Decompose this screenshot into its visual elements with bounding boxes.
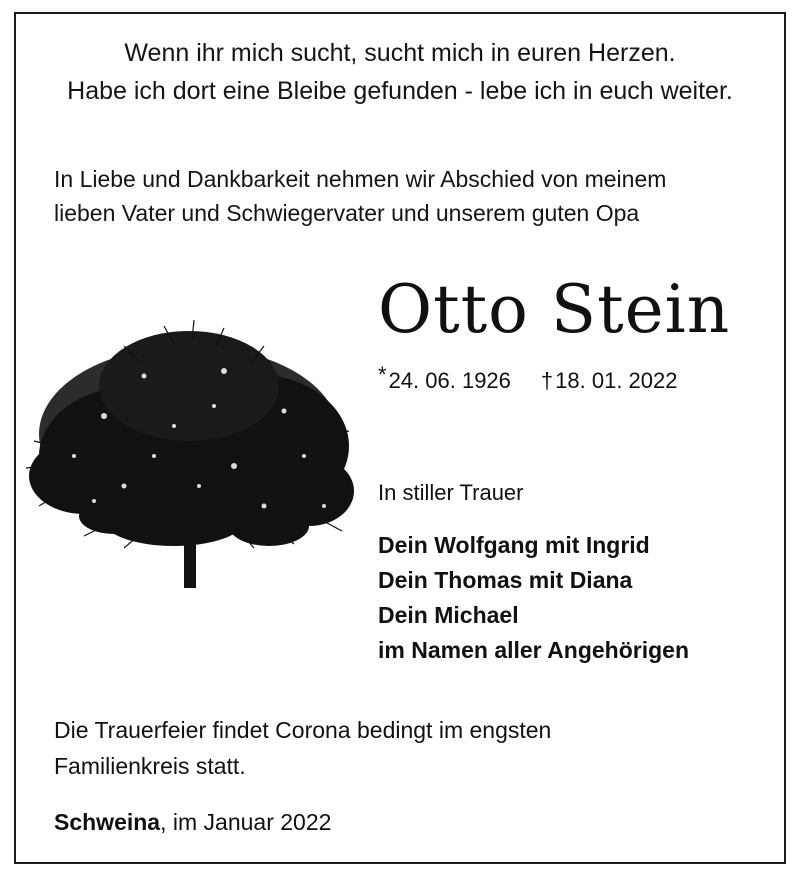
motto-line-2: Habe ich dort eine Bleibe gefunden - lebe ich in euch weiter. xyxy=(67,77,733,105)
notice-line-1: Die Trauerfeier findet Corona bedingt im engsten xyxy=(54,717,552,743)
intro-line-1: In Liebe und Dankbarkeit nehmen wir Abschied von meinem xyxy=(54,166,667,192)
mourner-4: im Namen aller Angehörigen xyxy=(378,637,689,663)
motto-quote xyxy=(0,34,800,110)
death-symbol: † xyxy=(540,368,554,393)
life-dates xyxy=(378,362,678,396)
mourner-1: Dein Wolfgang mit Ingrid xyxy=(378,532,650,558)
birth-date: 24. 06. 1926 xyxy=(388,368,511,393)
birth-symbol: * xyxy=(378,362,387,387)
mourning-heading: In stiller Trauer xyxy=(378,480,524,505)
deceased-name: Otto Stein xyxy=(378,271,731,348)
motto-line-1: Wenn ihr mich sucht, sucht mich in euren Herzen. xyxy=(124,39,676,67)
tree-icon xyxy=(24,316,354,588)
notice-line-2: Familienkreis statt. xyxy=(54,753,246,779)
death-date: 18. 01. 2022 xyxy=(555,368,678,393)
mourner-3: Dein Michael xyxy=(378,602,519,628)
funeral-notice xyxy=(54,712,551,784)
place-date: , im Januar 2022 xyxy=(160,809,332,835)
intro-text xyxy=(54,162,666,230)
place-town: Schweina xyxy=(54,809,161,835)
mourners-list xyxy=(378,528,689,668)
intro-line-2: lieben Vater und Schwiegervater und unserem guten Opa xyxy=(54,200,640,226)
mourner-2: Dein Thomas mit Diana xyxy=(378,567,633,593)
place-and-date xyxy=(54,806,331,838)
